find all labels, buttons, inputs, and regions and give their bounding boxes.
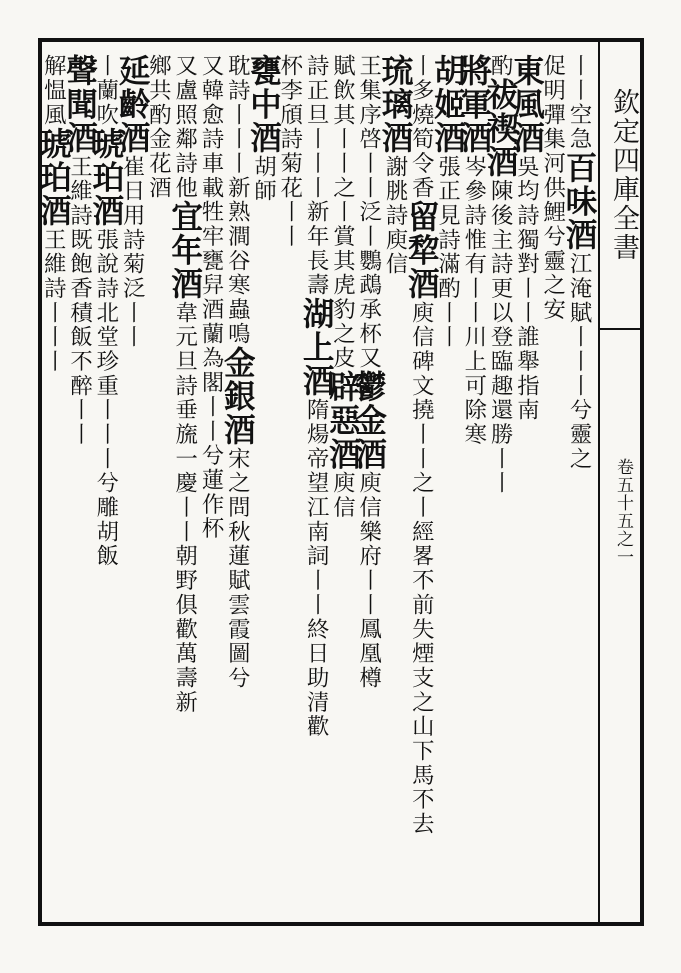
column-note: 隋煬帝望江南詞丨丨終日助清歡 [303,398,330,739]
column-text [35,54,73,374]
column-heading: 鬱金酒 [350,370,388,472]
text-column [508,50,546,918]
text-column [35,50,73,918]
column-pre-text: 丨丨空急 [565,54,592,152]
text-column [145,50,175,918]
column-heading: 東風酒 [508,54,546,155]
column-heading: 琥珀酒 [87,127,125,228]
column-heading: 延齡酒 [114,54,152,155]
column-note: 崔日用詩菊泛丨丨 [119,154,146,350]
column-note: 王維詩丨丨丨 [40,227,67,374]
column-note: 集河供鯉兮靈之安 [539,127,566,322]
text-column [482,50,520,918]
column-heading: 留犂酒 [403,200,441,301]
column-pre-text: 丨多燒筍令香 [408,54,435,201]
column-heading: 祓禊酒 [482,78,520,179]
column-text [166,54,204,715]
text-column [298,50,336,918]
column-note: 張說詩北堂珍重丨丨丨兮雕胡飯 [92,227,119,569]
column-note: 岑參詩惟有丨丨川上可除寒 [460,154,487,447]
column-heading: 將軍酒 [455,54,493,155]
text-column [376,50,414,918]
column-heading: 胡姬酒 [429,54,467,155]
chapter-label: 卷五十五之一 [613,458,633,566]
column-note: 蘭為閣丨丨兮蓮作杯 [197,321,224,541]
column-note: 江淹賦丨丨丨兮靈之 [565,252,592,472]
strip-divider [600,328,644,330]
text-column [197,50,228,918]
title-strip [598,38,644,926]
column-heading: 金銀酒 [219,346,257,447]
column-pre-text: 杯李頎詩菊花丨丨 [276,54,303,249]
column-pre-text: 王集序啓丨丨泛丨鸚鵡承杯又 [355,54,382,371]
column-note: 謝朓詩庾信 [381,154,408,277]
column-text [324,54,362,520]
column-text [298,54,336,739]
column-note: 庾信碑文撓丨丨之丨經畧不前失煙支之山下馬不去 [408,300,435,837]
column-heading: 百味酒 [560,151,598,252]
column-note: 胡師 [250,154,277,204]
column-pre-text: 解愠風 [40,54,67,128]
column-pre-text: 酌 [487,54,514,79]
column-pre-text: 丨蘭吹 [92,54,119,128]
text-column [245,50,283,918]
column-pre-text: 詩正旦丨丨丨新年長壽 [303,54,330,298]
text-column [114,50,152,918]
column-text [245,54,283,204]
column-text [61,54,99,447]
column-note: 吳均詩獨對丨丨誰舉指南 [513,154,540,423]
column-heading: 琉璃酒 [376,54,414,155]
text-column [166,50,204,918]
text-column [539,50,569,918]
column-pre-text: 又韓愈詩車載牲牢甕舁酒 [197,54,224,322]
text-column [276,50,307,918]
column-heading: 聲聞酒 [61,54,99,155]
column-heading: 甕中酒 [245,54,283,155]
column-pre-text: 耽詩丨丨丨新熟澗谷寒蟲鳴 [224,54,251,347]
column-pre-text: 賦飲其丨丨之丨賞其虎豹之皮 [329,54,356,371]
column-text [560,54,598,472]
text-column [324,50,362,918]
text-column [455,50,493,918]
text-column [560,50,598,918]
column-pre-text: 促明彈 [539,54,566,128]
column-note: 陳後主詩更以登臨趣還勝丨丨 [487,178,514,496]
text-column [350,50,388,918]
text-column [219,50,257,918]
book-title: 欽定四庫全書 [608,88,639,262]
column-text [376,54,414,277]
text-column [87,50,125,918]
text-column [61,50,99,918]
text-column [429,50,467,918]
column-text [403,54,441,837]
column-pre-text: 又盧照鄰詩他 [171,54,198,201]
column-note: 韋元旦詩垂旒一慶丨丨朝野俱歡萬壽新 [171,300,198,715]
column-text [219,54,257,691]
column-heading: 琥珀酒 [35,127,73,228]
column-note: 王維詩既飽香積飯不醉丨丨 [66,154,93,447]
column-heading: 宜年酒 [166,200,204,301]
column-heading: 湖上酒 [298,297,336,399]
column-heading: 辟惡酒 [324,370,362,472]
column-note: 宋之問秋蓮賦雲霞圖兮 [224,446,251,691]
column-pre-text: 鄉共酌金花酒 [145,54,172,201]
column-note: 庾信樂府丨丨鳳凰樽 [355,471,382,691]
column-note: 張正見詩滿酌丨丨 [434,154,461,350]
text-column [403,50,441,918]
column-note: 庾信 [329,471,356,520]
